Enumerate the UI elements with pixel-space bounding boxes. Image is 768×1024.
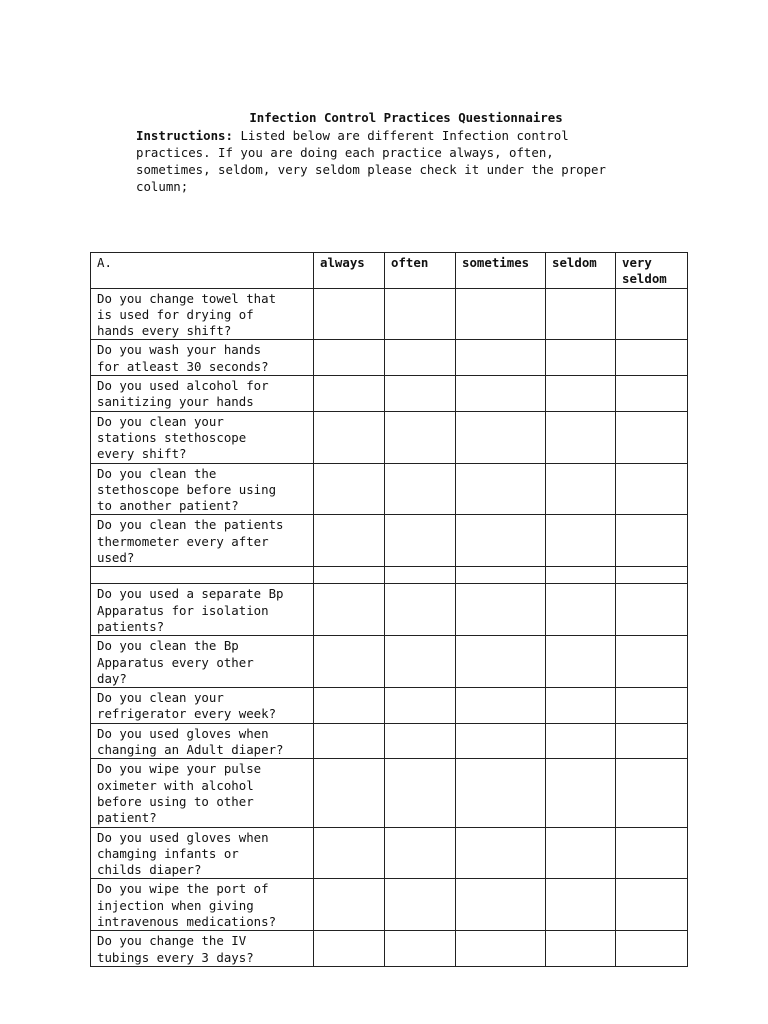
answer-cell-always[interactable]: [314, 411, 385, 463]
answer-cell-sometimes[interactable]: [456, 463, 546, 515]
answer-cell-always[interactable]: [314, 879, 385, 931]
answer-cell-always[interactable]: [314, 463, 385, 515]
question-row: [91, 723, 688, 759]
answer-cell-often[interactable]: [385, 759, 456, 827]
answer-cell-always[interactable]: [314, 723, 385, 759]
answer-cell-often[interactable]: [385, 636, 456, 688]
answer-cell-always[interactable]: [314, 376, 385, 412]
questionnaire-table: [90, 252, 688, 967]
question-row: [91, 288, 688, 340]
answer-cell-always[interactable]: [314, 567, 385, 584]
answer-cell-very-seldom[interactable]: [616, 463, 688, 515]
answer-cell-very-seldom[interactable]: [616, 376, 688, 412]
question-row: [91, 376, 688, 412]
header-sometimes: sometimes: [456, 253, 546, 289]
answer-cell-very-seldom[interactable]: [616, 515, 688, 567]
answer-cell-seldom[interactable]: [546, 879, 616, 931]
question-text: Do you clean your refrigerator every week?: [91, 688, 314, 724]
header-always: always: [314, 253, 385, 289]
answer-cell-very-seldom[interactable]: [616, 636, 688, 688]
answer-cell-often[interactable]: [385, 688, 456, 724]
header-section-label: A.: [91, 253, 314, 289]
answer-cell-sometimes[interactable]: [456, 515, 546, 567]
answer-cell-always[interactable]: [314, 515, 385, 567]
question-row: [91, 463, 688, 515]
question-row: [91, 931, 688, 967]
answer-cell-seldom[interactable]: [546, 411, 616, 463]
question-text: Do you used gloves when changing an Adult diaper?: [91, 723, 314, 759]
question-text: Do you clean the stethoscope before using to another patient?: [91, 463, 314, 515]
answer-cell-very-seldom[interactable]: [616, 688, 688, 724]
question-row: [91, 340, 688, 376]
question-row: [91, 515, 688, 567]
question-row: [91, 688, 688, 724]
answer-cell-often[interactable]: [385, 584, 456, 636]
answer-cell-sometimes[interactable]: [456, 567, 546, 584]
answer-cell-sometimes[interactable]: [456, 288, 546, 340]
instructions-paragraph: [136, 127, 676, 195]
question-text: Do you change towel that is used for drying of hands every shift?: [91, 288, 314, 340]
answer-cell-sometimes[interactable]: [456, 376, 546, 412]
answer-cell-often[interactable]: [385, 931, 456, 967]
answer-cell-often[interactable]: [385, 567, 456, 584]
answer-cell-very-seldom[interactable]: [616, 879, 688, 931]
answer-cell-sometimes[interactable]: [456, 636, 546, 688]
answer-cell-seldom[interactable]: [546, 463, 616, 515]
question-row: [91, 879, 688, 931]
answer-cell-sometimes[interactable]: [456, 723, 546, 759]
question-text: Do you used alcohol for sanitizing your hands: [91, 376, 314, 412]
question-row: [91, 567, 688, 584]
answer-cell-very-seldom[interactable]: [616, 827, 688, 879]
question-text: Do you used a separate Bp Apparatus for isolation patients?: [91, 584, 314, 636]
answer-cell-sometimes[interactable]: [456, 340, 546, 376]
answer-cell-sometimes[interactable]: [456, 879, 546, 931]
header-very-seldom: very seldom: [616, 253, 688, 289]
question-text: Do you wipe the port of injection when giving intravenous medications?: [91, 879, 314, 931]
question-text: Do you clean your stations stethoscope every shift?: [91, 411, 314, 463]
answer-cell-seldom[interactable]: [546, 688, 616, 724]
answer-cell-seldom[interactable]: [546, 376, 616, 412]
answer-cell-sometimes[interactable]: [456, 411, 546, 463]
answer-cell-very-seldom[interactable]: [616, 584, 688, 636]
answer-cell-often[interactable]: [385, 723, 456, 759]
header-row: [91, 253, 688, 289]
question-text: Do you used gloves when chamging infants or childs diaper?: [91, 827, 314, 879]
answer-cell-sometimes[interactable]: [456, 931, 546, 967]
answer-cell-often[interactable]: [385, 879, 456, 931]
question-row: [91, 411, 688, 463]
answer-cell-seldom[interactable]: [546, 931, 616, 967]
header-seldom: seldom: [546, 253, 616, 289]
answer-cell-often[interactable]: [385, 515, 456, 567]
answer-cell-always[interactable]: [314, 288, 385, 340]
answer-cell-always[interactable]: [314, 340, 385, 376]
answer-cell-sometimes[interactable]: [456, 759, 546, 827]
answer-cell-often[interactable]: [385, 827, 456, 879]
answer-cell-sometimes[interactable]: [456, 688, 546, 724]
answer-cell-often[interactable]: [385, 411, 456, 463]
question-row: [91, 759, 688, 827]
answer-cell-seldom[interactable]: [546, 723, 616, 759]
answer-cell-seldom[interactable]: [546, 288, 616, 340]
answer-cell-very-seldom[interactable]: [616, 931, 688, 967]
question-text: Do you clean the patients thermometer every after used?: [91, 515, 314, 567]
answer-cell-always[interactable]: [314, 584, 385, 636]
answer-cell-very-seldom[interactable]: [616, 411, 688, 463]
answer-cell-very-seldom[interactable]: [616, 567, 688, 584]
question-text: [91, 567, 314, 584]
answer-cell-always[interactable]: [314, 636, 385, 688]
answer-cell-sometimes[interactable]: [456, 827, 546, 879]
answer-cell-always[interactable]: [314, 688, 385, 724]
answer-cell-seldom[interactable]: [546, 827, 616, 879]
question-row: [91, 636, 688, 688]
answer-cell-very-seldom[interactable]: [616, 288, 688, 340]
answer-cell-very-seldom[interactable]: [616, 340, 688, 376]
question-row: [91, 584, 688, 636]
answer-cell-seldom[interactable]: [546, 584, 616, 636]
answer-cell-always[interactable]: [314, 827, 385, 879]
answer-cell-seldom[interactable]: [546, 515, 616, 567]
document-title: Infection Control Practices Questionnaires: [249, 110, 563, 125]
question-row: [91, 827, 688, 879]
question-text: Do you change the IV tubings every 3 days?: [91, 931, 314, 967]
question-text: Do you wipe your pulse oximeter with alcohol before using to other patient?: [91, 759, 314, 827]
answer-cell-always[interactable]: [314, 931, 385, 967]
answer-cell-seldom[interactable]: [546, 340, 616, 376]
answer-cell-often[interactable]: [385, 376, 456, 412]
answer-cell-always[interactable]: [314, 759, 385, 827]
answer-cell-very-seldom[interactable]: [616, 759, 688, 827]
instructions-label: Instructions:: [136, 128, 233, 143]
instructions-text: Listed below are different Infection control practices. If you are doing each practice always, often, sometimes, seldom, very seldom please check it under the proper column;: [136, 128, 606, 194]
answer-cell-seldom[interactable]: [546, 567, 616, 584]
answer-cell-often[interactable]: [385, 340, 456, 376]
question-text: Do you wash your hands for atleast 30 seconds?: [91, 340, 314, 376]
header-often: often: [385, 253, 456, 289]
answer-cell-very-seldom[interactable]: [616, 723, 688, 759]
answer-cell-seldom[interactable]: [546, 636, 616, 688]
answer-cell-often[interactable]: [385, 288, 456, 340]
answer-cell-sometimes[interactable]: [456, 584, 546, 636]
answer-cell-often[interactable]: [385, 463, 456, 515]
question-text: Do you clean the Bp Apparatus every other day?: [91, 636, 314, 688]
answer-cell-seldom[interactable]: [546, 759, 616, 827]
